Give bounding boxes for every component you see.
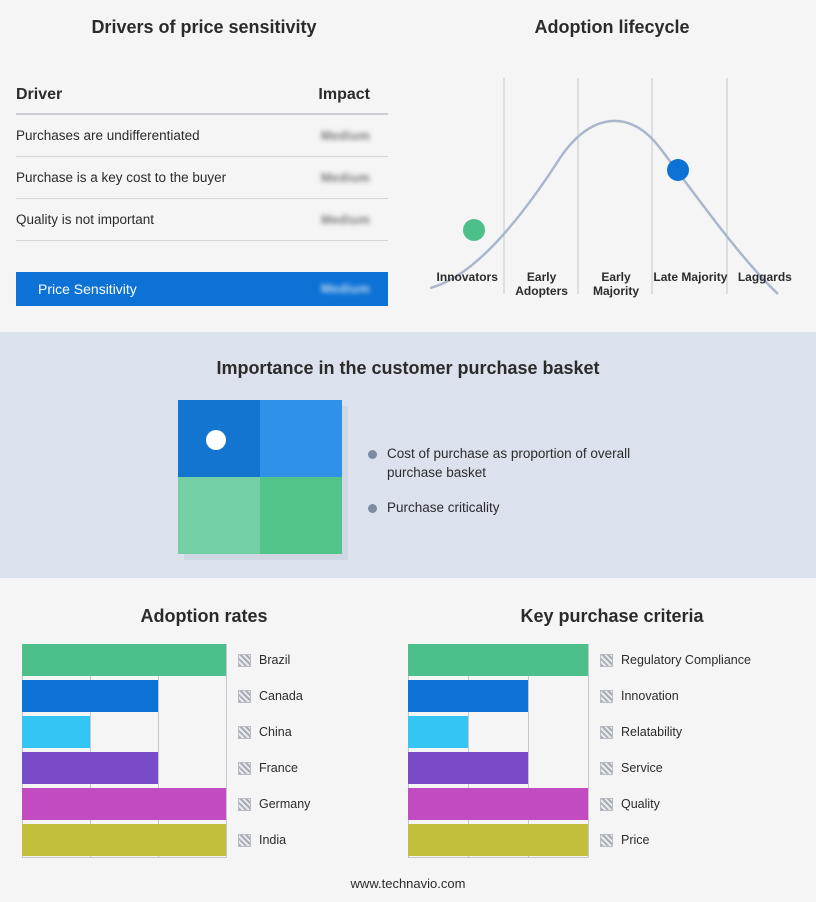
bar-legend-innovation: [600, 689, 679, 703]
bar-china: [22, 716, 90, 748]
bar-legend-service: [600, 761, 663, 775]
quadrant-marker-dot: [206, 430, 226, 450]
bar-legend-france: [238, 761, 298, 775]
bar-legend-germany: [238, 797, 310, 811]
bar-row: [22, 824, 392, 856]
bar-row: [408, 680, 808, 712]
bar-row: [22, 644, 392, 676]
quadrant-top-left: [178, 400, 260, 477]
bar-label-text: Regulatory Compliance: [621, 653, 751, 667]
legend-label: Cost of purchase as proportion of overall purchase basket: [387, 446, 631, 480]
quadrant-top-right: [260, 400, 342, 477]
footer-url: www.technavio.com: [350, 876, 466, 891]
column-header-driver: Driver: [16, 86, 63, 103]
bar-legend-india: [238, 833, 286, 847]
bar-france: [22, 752, 158, 784]
stage-label-early-majority: Early Majority: [593, 270, 640, 298]
bar-legend-regulatory-compliance: [600, 653, 751, 667]
lifecycle-chart: [430, 78, 802, 308]
adoption-rates-panel: [0, 578, 408, 902]
bar-label-text: Germany: [259, 797, 311, 811]
lifecycle-stage-labels: [430, 268, 802, 308]
driver-impact-value: Medium: [320, 170, 370, 185]
bar-label-text: Price: [621, 833, 650, 847]
bullet-dot-icon: [368, 504, 377, 513]
bar-germany: [22, 788, 226, 820]
pattern-swatch-icon: [238, 690, 251, 703]
axis-line: [408, 857, 588, 858]
quadrant-bottom-left: [178, 477, 260, 554]
bar-label-text: Quality: [621, 797, 660, 811]
pattern-swatch-icon: [600, 654, 613, 667]
bar-row: [408, 752, 808, 784]
bar-legend-brazil: [238, 653, 290, 667]
list-item: [368, 444, 688, 482]
bar-row: [408, 644, 808, 676]
bar-label-text: Canada: [259, 689, 303, 703]
column-header-impact: Impact: [318, 86, 370, 103]
bullet-dot-icon: [368, 450, 377, 459]
drivers-table-header: [16, 86, 388, 115]
price-sensitivity-summary: [16, 272, 388, 306]
key-purchase-criteria-title: Key purchase criteria: [520, 606, 704, 626]
bar-brazil: [22, 644, 226, 676]
pattern-swatch-icon: [600, 762, 613, 775]
bar-row: [408, 788, 808, 820]
stage-label-laggards: Laggards: [737, 270, 792, 284]
bar-innovation: [408, 680, 528, 712]
bar-label-text: Service: [621, 761, 663, 775]
drivers-panel: [0, 0, 408, 332]
key-purchase-criteria-chart: [408, 644, 808, 858]
drivers-table: [16, 86, 388, 241]
bar-legend-price: [600, 833, 649, 847]
bar-regulatory-compliance: [408, 644, 588, 676]
lifecycle-title: Adoption lifecycle: [534, 17, 690, 37]
pattern-swatch-icon: [238, 726, 251, 739]
pattern-swatch-icon: [600, 834, 613, 847]
bar-label-text: Relatability: [621, 725, 683, 739]
key-purchase-criteria-panel: [408, 578, 816, 902]
pattern-swatch-icon: [600, 726, 613, 739]
pattern-swatch-icon: [600, 798, 613, 811]
bar-legend-canada: [238, 689, 303, 703]
bar-quality: [408, 788, 588, 820]
price-sensitivity-value: Medium: [320, 282, 370, 296]
quadrant-grid: [178, 400, 342, 554]
quadrant-bottom-right: [260, 477, 342, 554]
pattern-swatch-icon: [600, 690, 613, 703]
table-row: [16, 157, 388, 199]
bar-relatability: [408, 716, 468, 748]
adoption-rates-chart: [22, 644, 392, 858]
pattern-swatch-icon: [238, 762, 251, 775]
bar-legend-quality: [600, 797, 660, 811]
bar-legend-relatability: [600, 725, 682, 739]
driver-impact-value: Medium: [320, 212, 370, 227]
pattern-swatch-icon: [238, 798, 251, 811]
bar-label-text: Brazil: [259, 653, 291, 667]
bar-legend-china: [238, 725, 292, 739]
bar-row: [408, 716, 808, 748]
pattern-swatch-icon: [238, 654, 251, 667]
lifecycle-panel: [408, 0, 816, 332]
bar-row: [22, 716, 392, 748]
driver-name: Purchase is a key cost to the buyer: [16, 170, 227, 185]
bar-label-text: India: [259, 833, 287, 847]
bar-label-text: France: [259, 761, 298, 775]
bar-canada: [22, 680, 158, 712]
adoption-rates-plot: [22, 644, 392, 858]
marker-innovators: [463, 219, 485, 241]
adoption-rates-title: Adoption rates: [140, 606, 268, 626]
bar-row: [408, 824, 808, 856]
quadrant-chart: [178, 400, 348, 560]
axis-line: [22, 857, 226, 858]
bar-india: [22, 824, 226, 856]
bar-row: [22, 788, 392, 820]
bar-row: [22, 752, 392, 784]
drivers-title: Drivers of price sensitivity: [91, 17, 317, 37]
purchase-basket-panel: [0, 332, 816, 578]
list-item: [368, 498, 688, 517]
bar-label-text: Innovation: [621, 689, 679, 703]
stage-label-early-adopters: Early Adopters: [515, 270, 568, 298]
marker-late-majority: [667, 159, 689, 181]
table-row: [16, 115, 388, 157]
table-row: [16, 199, 388, 241]
driver-impact-value: Medium: [320, 128, 370, 143]
bar-service: [408, 752, 528, 784]
legend-label: Purchase criticality: [387, 500, 500, 515]
purchase-basket-title: Importance in the customer purchase basket: [216, 358, 600, 378]
purchase-basket-legend: [368, 444, 688, 533]
driver-name: Purchases are undifferentiated: [16, 128, 200, 143]
pattern-swatch-icon: [238, 834, 251, 847]
price-sensitivity-label: Price Sensitivity: [38, 281, 137, 297]
bar-label-text: China: [259, 725, 292, 739]
bar-row: [22, 680, 392, 712]
driver-name: Quality is not important: [16, 212, 155, 227]
key-purchase-criteria-plot: [408, 644, 808, 858]
bar-price: [408, 824, 588, 856]
stage-label-late-majority: Late Majority: [653, 270, 728, 284]
stage-label-innovators: Innovators: [436, 270, 498, 284]
